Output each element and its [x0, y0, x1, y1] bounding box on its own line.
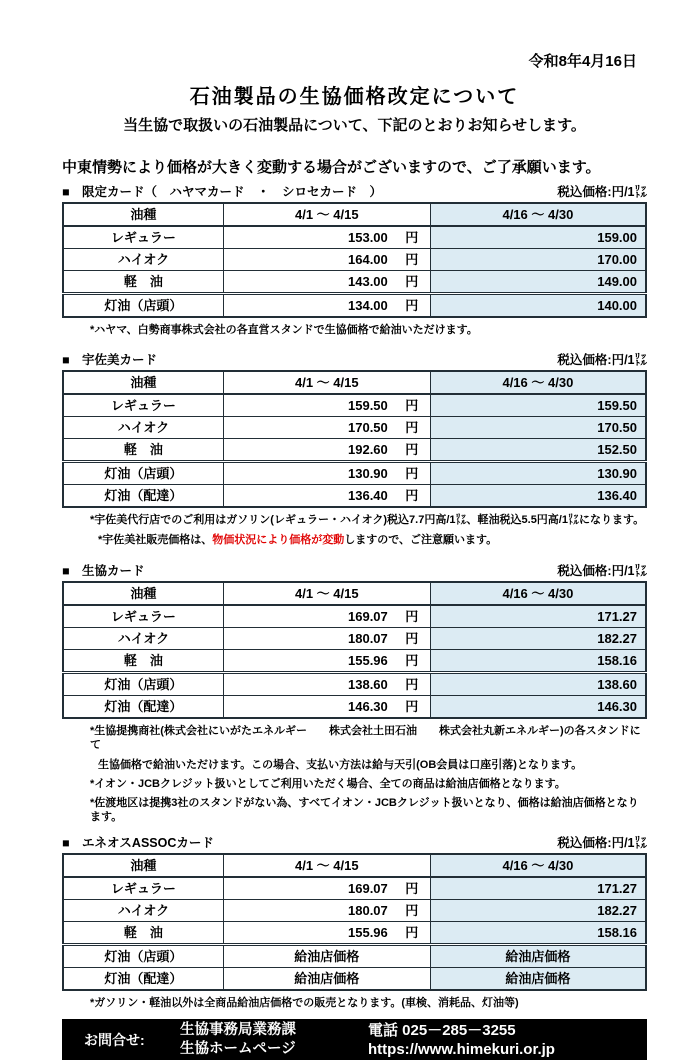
fuel-label: ハイオク	[63, 628, 223, 650]
yen-suffix: 円	[405, 699, 419, 714]
yen-suffix: 円	[405, 466, 419, 481]
footnote: *ハヤマ、白勢商事株式会社の各直営スタンドで生協価格で給油いただけます。	[90, 324, 478, 336]
yen-suffix: 円	[405, 398, 419, 413]
price-unit-label: 税込価格:円/1㍑	[557, 836, 647, 850]
section-title: ■ 生協カード	[62, 564, 145, 578]
price-period1: 180.07 円	[223, 900, 430, 922]
col-header-period1: 4/1 ～ 4/15	[223, 582, 430, 605]
section-header	[62, 833, 647, 851]
yen-suffix: 円	[405, 653, 419, 668]
contact-department: 生協事務局業務課	[180, 1021, 296, 1038]
price-period2: 170.50	[430, 417, 646, 439]
price-period2: 給油店価格	[430, 945, 646, 968]
col-header-period2: 4/16 ～ 4/30	[430, 582, 646, 605]
price-period2: 146.30	[430, 696, 646, 719]
price-period2: 182.27	[430, 628, 646, 650]
table-row	[63, 485, 646, 508]
price-period2: 149.00	[430, 271, 646, 294]
price-unit-label: 税込価格:円/1㍑	[557, 185, 647, 199]
section-header	[62, 350, 647, 368]
footnote: *佐渡地区は提携3社のスタンドがない為、すべてイオン・JCBクレジット扱いとなり、価格は給油店価格となります。	[90, 797, 639, 823]
price-period2: 159.00	[430, 226, 646, 249]
price-period2: 152.50	[430, 439, 646, 462]
fuel-label: 灯油（配達）	[63, 968, 223, 991]
price-period1: 146.30 円	[223, 696, 430, 719]
price-period1: 180.07 円	[223, 628, 430, 650]
price-period1: 130.90 円	[223, 462, 430, 485]
price-period2: 182.27	[430, 900, 646, 922]
yen-suffix: 円	[405, 488, 419, 503]
table-row	[63, 417, 646, 439]
footnote: *イオン・JCBクレジット扱いとしてご利用いただく場合、全ての商品は給油店価格となります。	[90, 778, 566, 790]
section-title: ■ エネオスASSOCカード	[62, 836, 214, 850]
yen-suffix: 円	[405, 442, 419, 457]
col-header-fuel: 油種	[63, 854, 223, 877]
price-period1: 給油店価格	[223, 968, 430, 991]
fuel-label: 軽 油	[63, 271, 223, 294]
yen-suffix: 円	[405, 298, 419, 313]
table-row	[63, 439, 646, 462]
price-period2: 138.60	[430, 673, 646, 696]
fuel-label: レギュラー	[63, 226, 223, 249]
contact-footer-bar	[62, 1019, 647, 1060]
section-header	[62, 561, 647, 579]
fuel-label: レギュラー	[63, 394, 223, 417]
table-row	[63, 226, 646, 249]
price-period1: 143.00 円	[223, 271, 430, 294]
table-row	[63, 271, 646, 294]
fuel-label: 灯油（店頭）	[63, 294, 223, 318]
col-header-period2: 4/16 ～ 4/30	[430, 203, 646, 226]
table-row	[63, 900, 646, 922]
fuel-label: ハイオク	[63, 417, 223, 439]
section-usami-card	[62, 350, 647, 547]
section-eneos-assoc-card	[62, 833, 647, 1010]
table-row	[63, 945, 646, 968]
col-header-fuel: 油種	[63, 203, 223, 226]
price-period1: 155.96 円	[223, 650, 430, 673]
footnote: *ガソリン・軽油以外は全商品給油店価格での販売となります。(車検、消耗品、灯油等)	[90, 997, 519, 1009]
table-row	[63, 696, 646, 719]
homepage-label: 生協ホームページ	[180, 1040, 296, 1057]
price-period1: 138.60 円	[223, 673, 430, 696]
fuel-label: 灯油（配達）	[63, 696, 223, 719]
section-title: ■ 宇佐美カード	[62, 353, 158, 367]
table-row	[63, 922, 646, 945]
yen-suffix: 円	[405, 677, 419, 692]
table-row	[63, 673, 646, 696]
price-period2: 140.00	[430, 294, 646, 318]
fuel-label: 軽 油	[63, 922, 223, 945]
document-date: 令和8年4月16日	[528, 53, 637, 70]
table-header-row	[63, 203, 646, 226]
yen-suffix: 円	[405, 609, 419, 624]
col-header-period2: 4/16 ～ 4/30	[430, 854, 646, 877]
price-table-usami	[62, 370, 647, 508]
col-header-period1: 4/1 ～ 4/15	[223, 371, 430, 394]
table-row	[63, 249, 646, 271]
table-row	[63, 628, 646, 650]
price-unit-label: 税込価格:円/1㍑	[557, 564, 647, 578]
footnote: *宇佐美社販売価格は、物価状況により価格が変動しますので、ご注意願います。	[98, 534, 498, 546]
price-period1: 134.00 円	[223, 294, 430, 318]
price-period2: 158.16	[430, 650, 646, 673]
document	[62, 0, 647, 1060]
table-row	[63, 394, 646, 417]
fuel-label: 灯油（店頭）	[63, 462, 223, 485]
yen-suffix: 円	[405, 631, 419, 646]
col-header-period1: 4/1 ～ 4/15	[223, 854, 430, 877]
section-header	[62, 182, 647, 200]
table-header-row	[63, 371, 646, 394]
yen-suffix: 円	[405, 274, 419, 289]
price-period2: 159.50	[430, 394, 646, 417]
price-period2: 136.40	[430, 485, 646, 508]
price-period2: 給油店価格	[430, 968, 646, 991]
fuel-label: 灯油（店頭）	[63, 673, 223, 696]
fuel-label: 軽 油	[63, 439, 223, 462]
red-warning-text: 物価状況により価格が変動	[212, 534, 345, 546]
page-title: 石油製品の生協価格改定について	[189, 86, 520, 108]
fuel-label: レギュラー	[63, 605, 223, 628]
table-row	[63, 294, 646, 318]
price-period1: 164.00 円	[223, 249, 430, 271]
contact-label: お問合せ:	[84, 1031, 145, 1048]
table-row	[63, 605, 646, 628]
contact-department-column	[180, 1021, 368, 1059]
price-period2: 171.27	[430, 877, 646, 900]
fuel-label: 軽 油	[63, 650, 223, 673]
price-table-limited	[62, 202, 647, 318]
price-period1: 170.50 円	[223, 417, 430, 439]
section-seikyo-card	[62, 561, 647, 824]
yen-suffix: 円	[405, 420, 419, 435]
contact-phone-column	[368, 1021, 555, 1059]
section-title: ■ 限定カード（ ハヤマカード ・ シロセカード ）	[62, 185, 383, 199]
price-unit-label: 税込価格:円/1㍑	[557, 353, 647, 367]
price-period2: 170.00	[430, 249, 646, 271]
fuel-label: ハイオク	[63, 249, 223, 271]
table-header-row	[63, 854, 646, 877]
document-subtitle: 当生協で取扱いの石油製品について、下記のとおりお知らせします。	[123, 117, 586, 134]
col-header-fuel: 油種	[63, 371, 223, 394]
price-period2: 130.90	[430, 462, 646, 485]
table-row	[63, 968, 646, 991]
fuel-label: レギュラー	[63, 877, 223, 900]
table-header-row	[63, 582, 646, 605]
table-row	[63, 650, 646, 673]
col-header-period2: 4/16 ～ 4/30	[430, 371, 646, 394]
col-header-period1: 4/1 ～ 4/15	[223, 203, 430, 226]
footnote: *宇佐美代行店でのご利用はガソリン(レギュラー・ハイオク)税込7.7円高/1㍑、軽油税込5.5円高/1㍑になります。	[90, 514, 645, 526]
price-period1: 153.00 円	[223, 226, 430, 249]
footnote-continuation: 生協価格で給油いただけます。この場合、支払い方法は給与天引(OB会員は口座引落)となります。	[98, 759, 583, 771]
price-period1: 169.07 円	[223, 877, 430, 900]
section-limited-card	[62, 182, 647, 337]
price-period1: 給油店価格	[223, 945, 430, 968]
price-table-seikyo	[62, 581, 647, 719]
price-period1: 192.60 円	[223, 439, 430, 462]
yen-suffix: 円	[405, 925, 419, 940]
table-row	[63, 877, 646, 900]
fuel-label: 灯油（配達）	[63, 485, 223, 508]
price-period1: 159.50 円	[223, 394, 430, 417]
yen-suffix: 円	[405, 903, 419, 918]
homepage-url: https://www.himekuri.or.jp	[368, 1040, 555, 1058]
fuel-label: ハイオク	[63, 900, 223, 922]
yen-suffix: 円	[405, 252, 419, 267]
price-period1: 155.96 円	[223, 922, 430, 945]
price-period1: 136.40 円	[223, 485, 430, 508]
col-header-fuel: 油種	[63, 582, 223, 605]
contact-phone: 電話 025－285－3255	[368, 1021, 516, 1039]
table-row	[63, 462, 646, 485]
yen-suffix: 円	[405, 881, 419, 896]
price-period1: 169.07 円	[223, 605, 430, 628]
footnote: *生協提携商社(株式会社にいがたエネルギー 株式会社土田石油 株式会社丸新エネルギー)の各スタンドにて	[90, 725, 641, 751]
fuel-label: 灯油（店頭）	[63, 945, 223, 968]
price-period2: 158.16	[430, 922, 646, 945]
yen-suffix: 円	[405, 230, 419, 245]
price-table-eneos	[62, 853, 647, 991]
price-period2: 171.27	[430, 605, 646, 628]
warning-text: 中東情勢により価格が大きく変動する場合がございますので、ご了承願います。	[62, 159, 601, 176]
